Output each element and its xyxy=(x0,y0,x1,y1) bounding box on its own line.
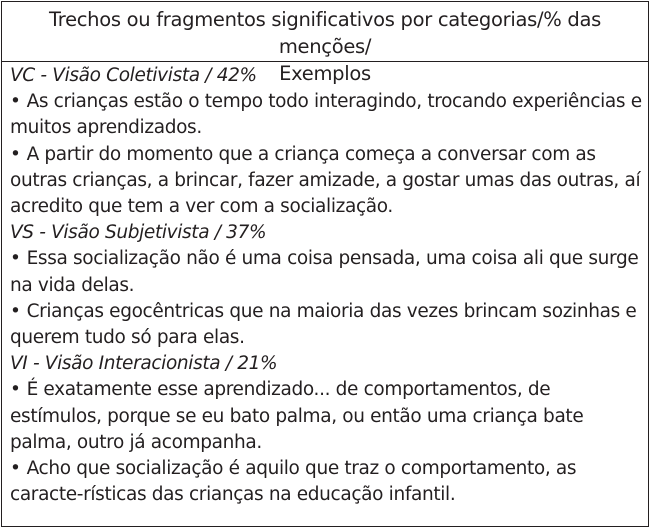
list-item-text: Essa socialização não é uma coisa pensada, uma coisa ali que surge na vida delas. xyxy=(10,248,639,296)
list-item xyxy=(10,89,642,141)
bullet-icon: • xyxy=(10,379,21,401)
categories-table xyxy=(1,1,649,527)
bullet-icon: • xyxy=(10,300,21,322)
list-item xyxy=(10,456,642,508)
list-item xyxy=(10,377,642,456)
category-title-vc: VC - Visão Coletivista / 42% xyxy=(10,65,257,86)
list-item xyxy=(10,246,642,298)
bullet-icon: • xyxy=(10,248,21,270)
category-title-vi: VI - Visão Interacionista / 21% xyxy=(10,353,278,375)
table-body xyxy=(2,62,648,508)
bullet-icon: • xyxy=(10,143,21,165)
list-item-text: Crianças egocêntricas que na maioria das vezes brincam sozinhas e querem tudo só para elas. xyxy=(10,300,637,349)
header-title-line-2: Exemplos xyxy=(279,62,371,85)
bullet-icon: • xyxy=(10,91,21,113)
bullet-icon: • xyxy=(10,458,21,480)
header-title-line-1: Trechos ou fragmentos significativos por categorias/% das menções/ xyxy=(49,8,601,58)
category-title-vs: VS - Visão Subjetivista / 37% xyxy=(10,222,267,244)
list-item xyxy=(10,142,642,221)
list-item-text: É exatamente esse aprendizado... de comportamentos, de estímulos, porque se eu bato palma, ou então uma criança bate palma, outro já acompanha. xyxy=(10,379,584,453)
list-item-text: As crianças estão o tempo todo interagindo, trocando experiências e muitos aprendizados. xyxy=(10,91,642,139)
list-item-text: Acho que socialização é aquilo que traz o comportamento, as caracte-rísticas das crianças na educação infantil. xyxy=(10,458,577,506)
list-item-text: A partir do momento que a criança começa a conversar com as outras crianças, a brincar, fazer amizade, a gostar umas das outras, aí acredito que tem a ver com a socialização. xyxy=(10,143,641,218)
list-item xyxy=(10,299,642,351)
